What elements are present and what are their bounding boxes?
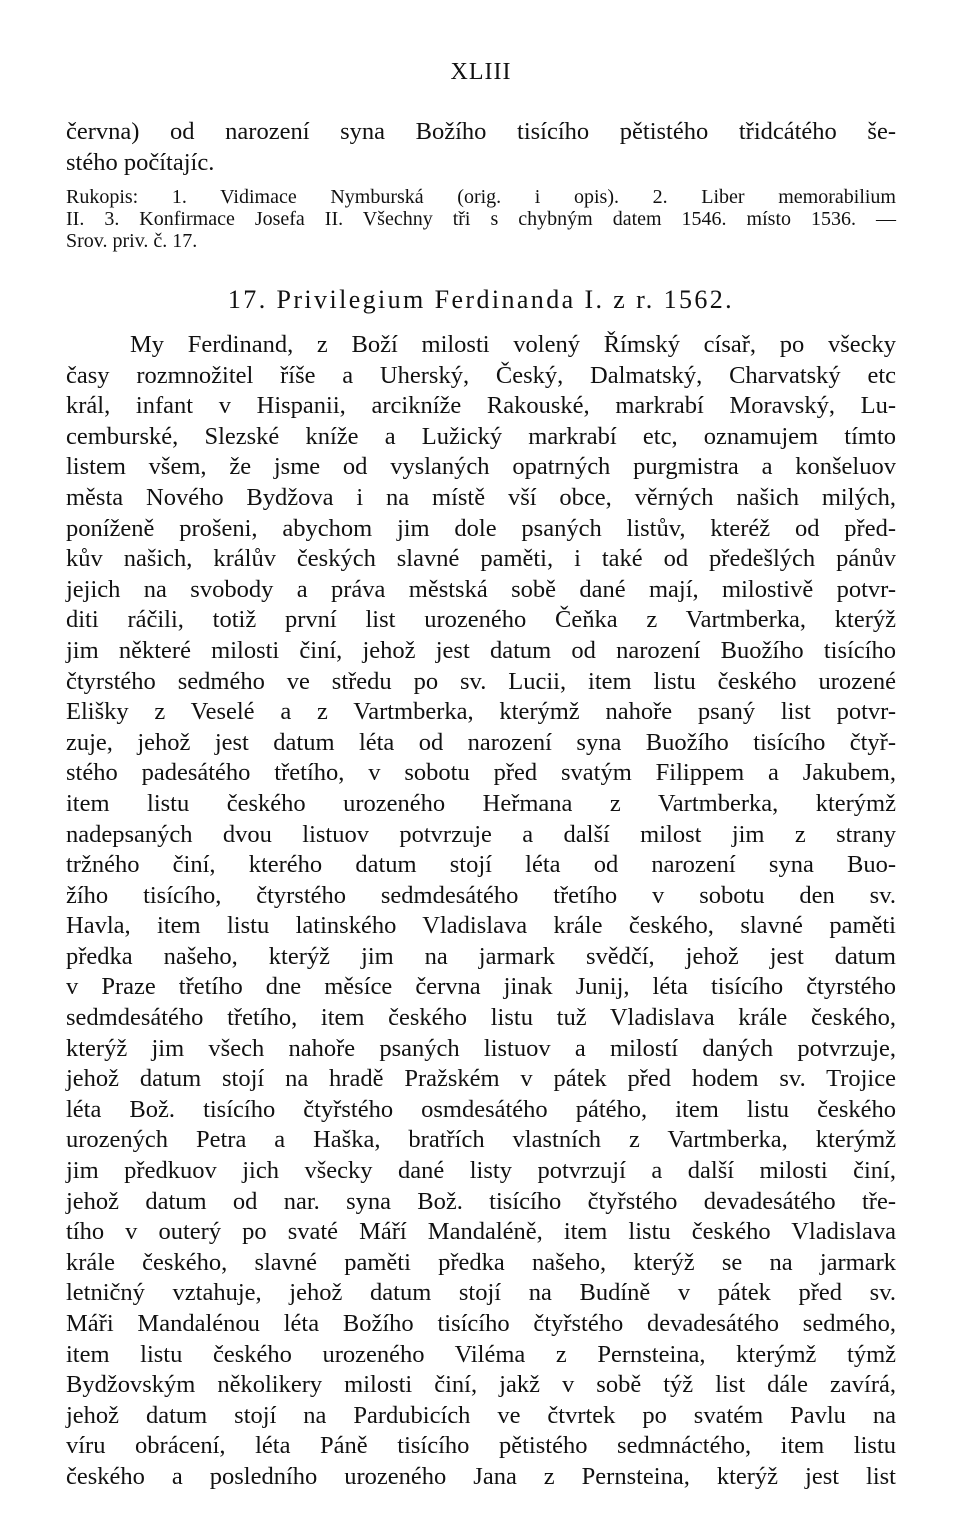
text-line: časy rozmnožitel říše a Uherský, Český, Dalmatský, Charvatský etc [66,361,896,389]
text-line: kterýž jim všech nahoře psaných listuov a milostí daných potvrzuje, [66,1034,896,1062]
source-line: Srov. priv. č. 17. [66,230,198,252]
text-line: poníženě prošeni, abychom jim dole psaných listův, kteréž od před- [66,514,896,542]
text-line: Elišky z Veselé a z Vartmberka, kterýmž nahoře psaný list potvr- [66,698,896,726]
text-line: žího tisícího, čtyrstého sedmdesátého třetího v sobotu den sv. [66,881,896,909]
text-line: listem všem, že jsme od vyslaných opatrných purgmistra a konšeluov [66,453,896,481]
text-line: nadepsaných dvou listuov potvrzuje a další milost jim z strany [66,820,896,848]
text-line: Bydžovským několikery milosti činí, jakž v sobě týž list dále zavírá, [66,1371,896,1399]
source-line: Rukopis: 1. Vidimace Nymburská (orig. i opis). 2. Liber memorabilium [66,186,896,208]
text-line: víru obrácení, léta Páně tisícího pětistého sedmnáctého, item listu [66,1432,896,1460]
text-line: sedmdesátého třetího, item českého listu tuž Vladislava krále českého, [66,1004,896,1032]
source-line: II. 3. Konfirmace Josefa II. Všechny tři s chybným datem 1546. místo 1536. — [66,208,896,230]
text-line: item listu českého urozeného Heřmana z Vartmberka, kterýmž [66,789,896,817]
body-paragraph [66,330,896,1493]
text-line: jim některé milosti činí, jehož jest datum od narození Buožího tisícího [66,636,896,664]
text-line: českého a posledního urozeného Jana z Pernsteina, kterýž jest list [66,1462,896,1490]
text-line: item listu českého urozeného Viléma z Pernsteina, kterýmž týmž [66,1340,896,1368]
text-line: zuje, jehož jest datum léta od narození syna Buožího tisícího čtyř- [66,728,896,756]
text-line: tržného činí, kterého datum stojí léta od narození syna Buo- [66,851,896,879]
text-line: tího v outerý po svaté Máří Mandaléně, item listu českého Vladislava [66,1218,896,1246]
text-line: léta Bož. tisícího čtyřstého osmdesátého pátého, item listu českého [66,1095,896,1123]
page-number: XLIII [450,59,512,85]
text-line: jehož datum od nar. syna Bož. tisícího čtyřstého devadesátého tře- [66,1187,896,1215]
intro-paragraph [66,116,896,178]
text-line: krále českého, slavné paměti předka našeho, kterýž se na jarmark [66,1248,896,1276]
text-line: stého počítajíc. [66,149,215,176]
text-line: v Praze třetího dne měsíce června jinak Junij, léta tisícího čtyrstého [66,973,896,1001]
text-line: král, infant v Hispanii, arcikníže Rakouské, markrabí Moravský, Lu- [66,392,896,420]
text-line: jejich na svobody a práva městská sobě dané mají, milostivě potvr- [66,575,896,603]
text-line: čtyrstého sedmého ve středu po sv. Lucii, item listu českého urozené [66,667,896,695]
section-heading: 17. Privilegium Ferdinanda I. z r. 1562. [227,285,735,314]
text-line: jim předkuov jich všecky dané listy potvrzují a další milosti činí, [66,1157,896,1185]
text-line: města Nového Bydžova i na místě vší obce, věrných našich milých, [66,483,896,511]
text-line: stého padesátého třetího, v sobotu před svatým Filippem a Jakubem, [66,759,896,787]
text-line: června) od narození syna Božího tisícího pětistého třidcátého še- [66,118,896,145]
text-line: Havla, item listu latinského Vladislava krále českého, slavné paměti [66,912,896,940]
text-line: jehož datum stojí na Pardubicích ve čtvrtek po svatém Pavlu na [66,1401,896,1429]
text-line: urozených Petra a Haška, bratřích vlastních z Vartmberka, kterýmž [66,1126,896,1154]
source-note [66,186,896,252]
text-line: kův našich, králův českých slavné paměti, i také od předešlých pánův [66,545,896,573]
text-line: diti ráčili, totiž první list urozeného Čeňka z Vartmberka, kterýž [66,606,896,634]
text-line: předka našeho, kterýž jim na jarmark svědčí, jehož jest datum [66,942,896,970]
text-line: cemburské, Slezské kníže a Lužický markrabí etc, oznamujem tímto [66,422,896,450]
text-line: Máři Mandalénou léta Božího tisícího čtyřstého devadesátého sedmého, [66,1310,896,1337]
text-line: My Ferdinand, z Boží milosti volený Římský císař, po všecky [130,331,896,358]
text-line: jehož datum stojí na hradě Pražském v pátek před hodem sv. Trojice [66,1065,896,1093]
document-page [66,58,896,1493]
text-line: letničný vztahuje, jehož datum stojí na Budíně v pátek před sv. [66,1279,896,1307]
